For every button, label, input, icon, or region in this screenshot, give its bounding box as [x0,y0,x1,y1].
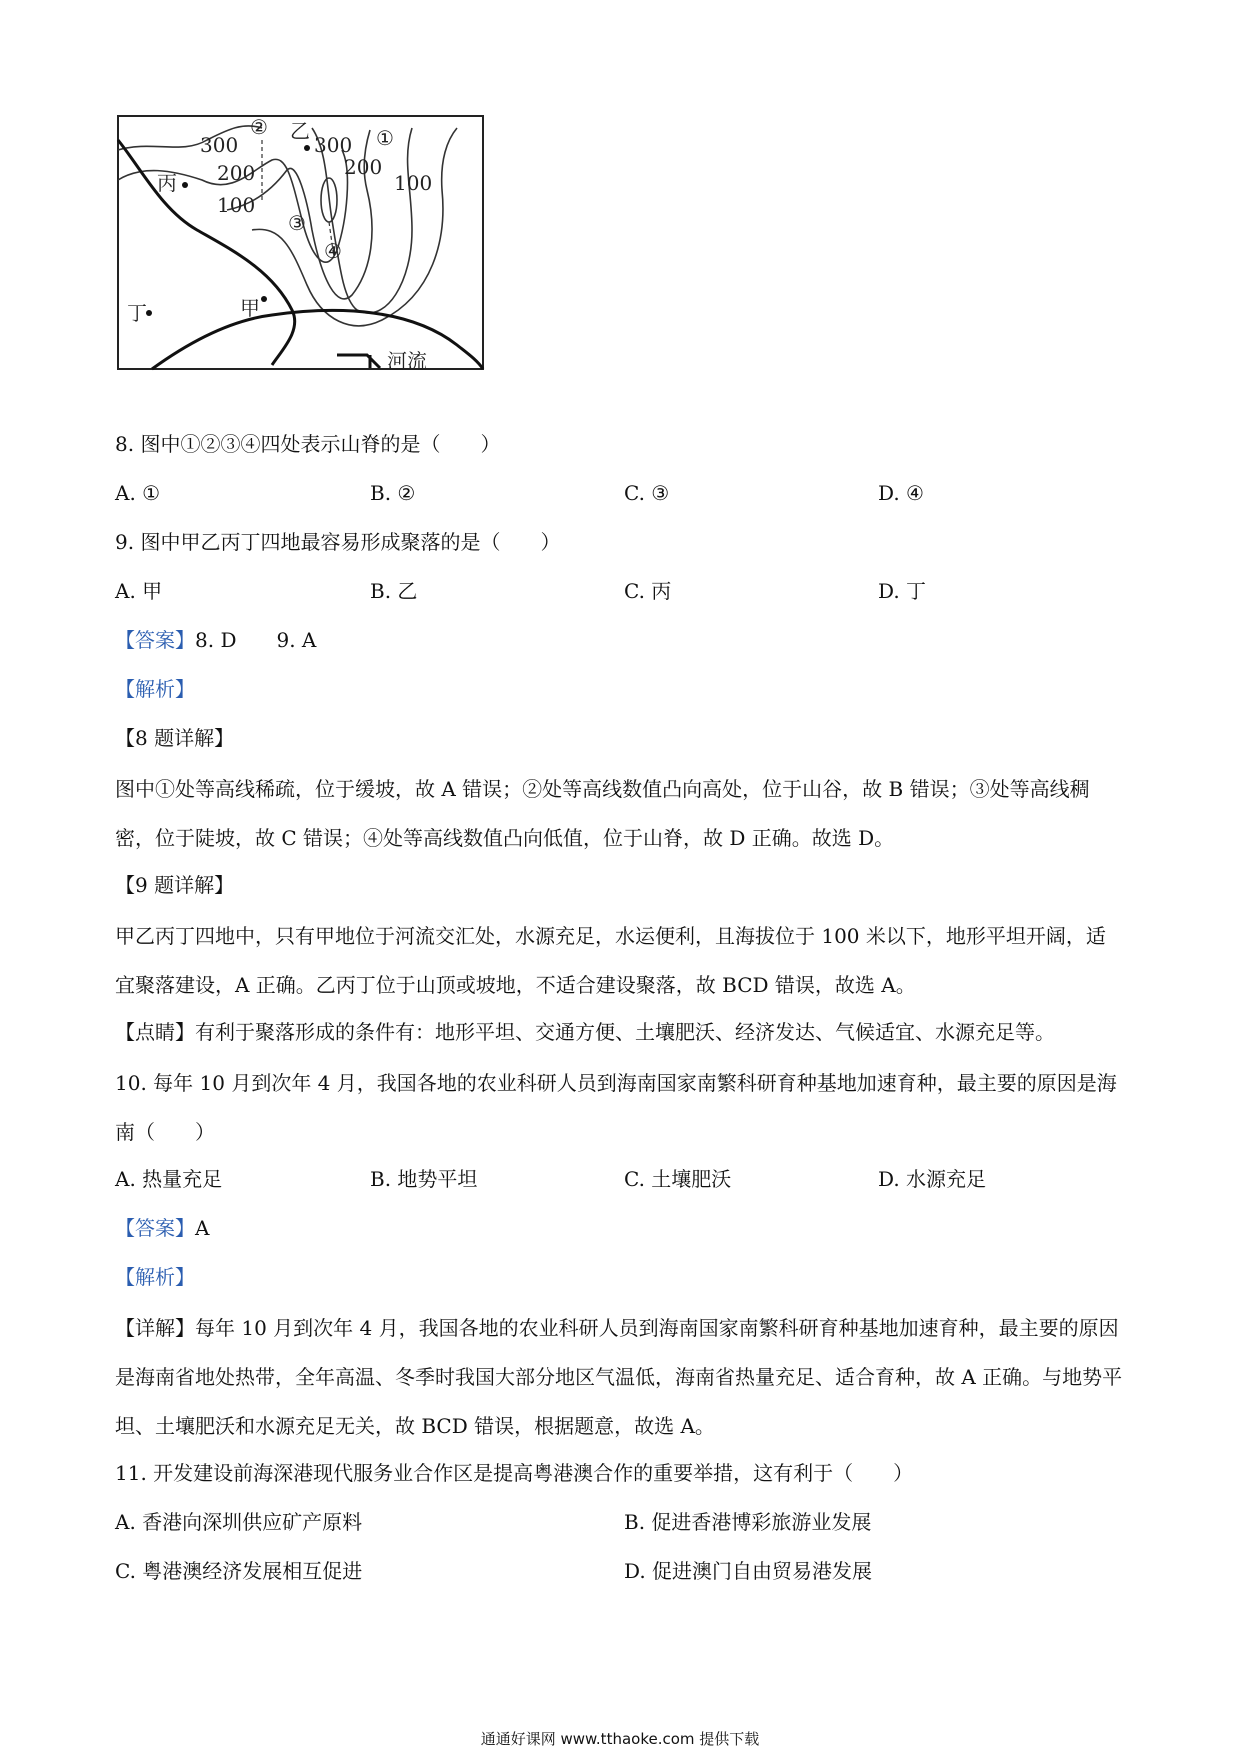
q10-option-d: D. 水源充足 [878,1167,987,1191]
label-circle-2: ② [250,115,268,139]
point-bing-dot [182,182,188,188]
key-point-tag: 【点睛】 [115,1020,195,1044]
q11-option-d: D. 促进澳门自由贸易港发展 [624,1559,873,1583]
q10-option-c: C. 土壤肥沃 [624,1167,732,1191]
analysis-tag-1: 【解析】 [115,677,195,701]
river-branch [152,310,483,369]
q11-option-b: B. 促进香港博彩旅游业发展 [624,1510,872,1534]
legend-river-label: 河流 [387,349,427,373]
label-300-left: 300 [200,133,239,157]
q9-detail-body: 甲乙丙丁四地中，只有甲地位于河流交汇处，水源充足，水运便利，且海拔位于 100 米以下，地形平坦开阔，适宜聚落建设，A 正确。乙丙丁位于山顶或坡地，不适合建设聚落，故 BCD 错误，故选 A。 [115,924,1106,997]
label-200-left: 200 [217,161,256,185]
q8-option-d: D. ④ [878,481,924,505]
analysis-tag-2: 【解析】 [115,1265,195,1289]
page-footer: 通通好课网 www.tthaoke.com 提供下载 [480,1730,760,1748]
q8-stem: 8. 图中①②③④四处表示山脊的是（ ） [115,432,501,456]
q8-option-b: B. ② [370,481,416,505]
label-300-right: 300 [314,133,353,157]
q10-option-b: B. 地势平坦 [370,1167,478,1191]
q8-detail-title: 【8 题详解】 [115,726,235,750]
q8-option-a: A. ① [115,481,161,505]
q8-detail-body: 图中①处等高线稀疏，位于缓坡，故 A 错误；②处等高线数值凸向高处，位于山谷，故 B 错误；③处等高线稠密，位于陡坡，故 C 错误；④处等高线数值凸向低值，位于山脊，故 D 正确。故选 D。 [115,777,1090,850]
key-point-text: 有利于聚落形成的条件有：地形平坦、交通方便、土壤肥沃、经济发达、气候适宜、水源充足等。 [195,1020,1055,1044]
label-yi: 乙 [290,119,310,143]
q9-stem: 9. 图中甲乙丙丁四地最容易形成聚落的是（ ） [115,530,561,554]
answer-text: 8. D 9. A [195,628,317,652]
q9-option-b: B. 乙 [370,579,418,603]
label-bing: 丙 [157,171,177,195]
map-frame [118,116,483,369]
label-circle-4: ④ [324,239,342,263]
label-100-right: 100 [394,171,433,195]
q11-option-c: C. 粤港澳经济发展相互促进 [115,1559,363,1583]
q9-option-c: C. 丙 [624,579,672,603]
label-circle-3: ③ [288,211,306,235]
answer-10 [115,1213,209,1243]
q10-detail-tag: 【详解】 [115,1316,195,1340]
label-100-left: 100 [217,193,256,217]
q10-detail [115,1304,1125,1451]
river-legend-icon [337,355,380,368]
answer-10-text: A [195,1216,210,1240]
answer-tag: 【答案】 [115,628,195,652]
q10-stem: 10. 每年 10 月到次年 4 月，我国各地的农业科研人员到海南国家南繁科研育种基地加速育种，最主要的原因是海南（ ） [115,1071,1117,1144]
q10-option-a: A. 热量充足 [115,1167,223,1191]
point-yi-dot [304,145,310,151]
key-point [115,1017,1055,1047]
answer-8-9 [115,625,316,655]
q9-option-a: A. 甲 [115,579,163,603]
label-ding: 丁 [127,301,147,325]
answer-10-tag: 【答案】 [115,1216,195,1240]
point-jia-dot [261,296,267,302]
label-200-right: 200 [344,155,383,179]
label-circle-1: ① [376,126,394,150]
q9-option-d: D. 丁 [878,579,927,603]
q8-option-c: C. ③ [624,481,670,505]
river-main [118,140,295,365]
q11-stem: 11. 开发建设前海深港现代服务业合作区是提高粤港澳合作的重要举措，这有利于（ ） [115,1461,914,1485]
label-jia: 甲 [240,296,260,320]
q9-detail-title: 【9 题详解】 [115,873,235,897]
contour-line-300 [118,126,262,150]
q10-detail-body: 每年 10 月到次年 4 月，我国各地的农业科研人员到海南国家南繁科研育种基地加速育种，最主要的原因是海南省地处热带，全年高温、冬季时我国大部分地区气温低，海南省热量充足、适合育种，故 A 正确。与地势平坦、土壤肥沃和水源充足无关，故 BCD 错误，根据题意，故选 A。 [115,1316,1123,1438]
contour-map-figure [112,110,492,410]
q11-option-a: A. 香港向深圳供应矿产原料 [115,1510,363,1534]
